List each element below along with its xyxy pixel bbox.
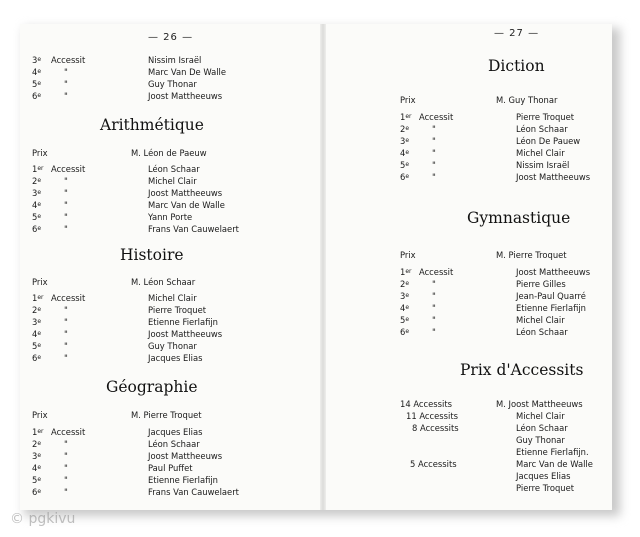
winner-name: Etienne Fierlafijn (516, 303, 586, 313)
accessit-count: 11 Accessits (406, 411, 458, 421)
rank: 3e (32, 55, 42, 65)
rank: 4e (400, 303, 410, 313)
rank: 5e (32, 475, 42, 485)
winner-name: Guy Thonar (516, 435, 565, 445)
winner-name: Joost Mattheeuws (148, 329, 223, 339)
rank: 2e (32, 176, 42, 186)
winner-name: Michel Clair (516, 148, 565, 158)
ditto-mark: " (432, 160, 436, 170)
winner-name: Michel Clair (148, 293, 197, 303)
rank: 5e (32, 212, 42, 222)
winner-name: Etienne Fierlafijn. (516, 447, 589, 457)
winner-name: Léon Schaar (516, 327, 568, 337)
ditto-mark: " (432, 148, 436, 158)
rank: 1er (400, 112, 412, 122)
ditto-mark: " (64, 176, 68, 186)
winner-name: Michel Clair (516, 315, 565, 325)
award-label: Accessit (51, 427, 86, 437)
prix-label: Prix (32, 148, 48, 158)
accessit-count: 8 Accessits (412, 423, 459, 433)
winner-name: Pierre Troquet (148, 305, 207, 315)
winner-name: Pierre Troquet (516, 483, 575, 493)
accessit-count: 14 Accessits (400, 399, 452, 409)
rank: 2e (400, 279, 410, 289)
section-title-diction: Diction (488, 57, 545, 75)
winner-name: Jacques Elias (516, 471, 571, 481)
watermark: © pgkivu (10, 511, 76, 527)
section-title-gymnastique: Gymnastique (467, 209, 571, 227)
section-title-prix-accessits: Prix d'Accessits (460, 361, 584, 379)
winner-name: Nissim Israël (516, 160, 570, 170)
winner-name: Léon Schaar (148, 164, 200, 174)
winner-name: Joost Mattheeuws (148, 451, 223, 461)
ditto-mark: " (432, 136, 436, 146)
rank: 6e (32, 353, 42, 363)
winner-name: Guy Thonar (148, 79, 197, 89)
winner-name: Joost Mattheeuws (148, 188, 223, 198)
rank: 6e (400, 327, 410, 337)
rank: 5e (400, 160, 410, 170)
rank: 4e (400, 148, 410, 158)
winner-name: Léon Schaar (148, 439, 200, 449)
winner-name: Marc Van de Walle (516, 459, 593, 469)
ditto-mark: " (64, 91, 68, 101)
ditto-mark: " (64, 451, 68, 461)
award-label: Accessit (51, 293, 86, 303)
ditto-mark: " (432, 279, 436, 289)
winner-name: M. Joost Mattheeuws (496, 399, 583, 409)
ditto-mark: " (64, 212, 68, 222)
rank: 4e (32, 329, 42, 339)
ditto-mark: " (64, 79, 68, 89)
section-title-geographie: Géographie (106, 378, 198, 396)
rank: 6e (32, 487, 42, 497)
prix-label: Prix (400, 250, 416, 260)
winner-name: Frans Van Cauwelaert (148, 487, 239, 497)
ditto-mark: " (432, 291, 436, 301)
ditto-mark: " (64, 475, 68, 485)
rank: 6e (32, 91, 42, 101)
ditto-mark: " (64, 439, 68, 449)
prix-winner: M. Guy Thonar (496, 95, 558, 105)
rank: 6e (400, 172, 410, 182)
ditto-mark: " (432, 172, 436, 182)
ditto-mark: " (64, 188, 68, 198)
accessit-count: 5 Accessits (410, 459, 457, 469)
winner-name: Guy Thonar (148, 341, 197, 351)
winner-name: Léon De Pauew (516, 136, 581, 146)
ditto-mark: " (64, 317, 68, 327)
rank: 3e (400, 136, 410, 146)
ditto-mark: " (64, 305, 68, 315)
award-label: Accessit (419, 112, 454, 122)
prix-winner: M. Léon de Paeuw (131, 148, 207, 158)
rank: 4e (32, 67, 42, 77)
rank: 2e (400, 124, 410, 134)
ditto-mark: " (432, 315, 436, 325)
rank: 4e (32, 200, 42, 210)
winner-name: Marc Van De Walle (148, 67, 227, 77)
winner-name: Pierre Troquet (516, 112, 575, 122)
award-label: Accessit (51, 55, 86, 65)
winner-name: Michel Clair (516, 411, 565, 421)
rank: 3e (32, 188, 42, 198)
prix-label: Prix (32, 277, 48, 287)
rank: 5e (32, 79, 42, 89)
rank: 1er (400, 267, 412, 277)
rank: 3e (32, 451, 42, 461)
prix-winner: M. Pierre Troquet (131, 410, 202, 420)
ditto-mark: " (432, 124, 436, 134)
ditto-mark: " (432, 327, 436, 337)
ditto-mark: " (64, 353, 68, 363)
rank: 3e (32, 317, 42, 327)
ditto-mark: " (432, 303, 436, 313)
winner-name: Michel Clair (148, 176, 197, 186)
winner-name: Léon Schaar (516, 124, 568, 134)
section-title-histoire: Histoire (120, 246, 184, 264)
ditto-mark: " (64, 67, 68, 77)
winner-name: Jean-Paul Quarré (516, 291, 586, 301)
rank: 1er (32, 293, 44, 303)
left-page (20, 24, 320, 510)
ditto-mark: " (64, 224, 68, 234)
prix-winner: M. Léon Schaar (131, 277, 196, 287)
rank: 6e (32, 224, 42, 234)
rank: 1er (32, 164, 44, 174)
winner-name: Marc Van de Walle (148, 200, 225, 210)
winner-name: Nissim Israël (148, 55, 202, 65)
ditto-mark: " (64, 463, 68, 473)
award-label: Accessit (419, 267, 454, 277)
section-title-arithmetique: Arithmétique (100, 116, 204, 134)
ditto-mark: " (64, 487, 68, 497)
winner-name: Joost Mattheeuws (516, 172, 591, 182)
winner-name: Léon Schaar (516, 423, 568, 433)
winner-name: Jacques Elias (148, 427, 203, 437)
winner-name: Paul Puffet (148, 463, 193, 473)
prix-winner: M. Pierre Troquet (496, 250, 567, 260)
ditto-mark: " (64, 200, 68, 210)
page-number: — 27 — (494, 28, 540, 39)
prix-label: Prix (400, 95, 416, 105)
winner-name: Frans Van Cauwelaert (148, 224, 239, 234)
page-number: — 26 — (148, 32, 194, 43)
winner-name: Joost Mattheeuws (148, 91, 223, 101)
rank: 4e (32, 463, 42, 473)
winner-name: Jacques Elias (148, 353, 203, 363)
prix-label: Prix (32, 410, 48, 420)
award-label: Accessit (51, 164, 86, 174)
rank: 5e (400, 315, 410, 325)
winner-name: Etienne Fierlafijn (148, 475, 218, 485)
rank: 2e (32, 439, 42, 449)
rank: 5e (32, 341, 42, 351)
winner-name: Pierre Gilles (516, 279, 566, 289)
right-page (326, 24, 612, 510)
winner-name: Yann Porte (148, 212, 193, 222)
rank: 3e (400, 291, 410, 301)
ditto-mark: " (64, 329, 68, 339)
winner-name: Etienne Fierlafijn (148, 317, 218, 327)
rank: 1er (32, 427, 44, 437)
book-spread (20, 24, 612, 510)
ditto-mark: " (64, 341, 68, 351)
winner-name: Joost Mattheeuws (516, 267, 591, 277)
rank: 2e (32, 305, 42, 315)
